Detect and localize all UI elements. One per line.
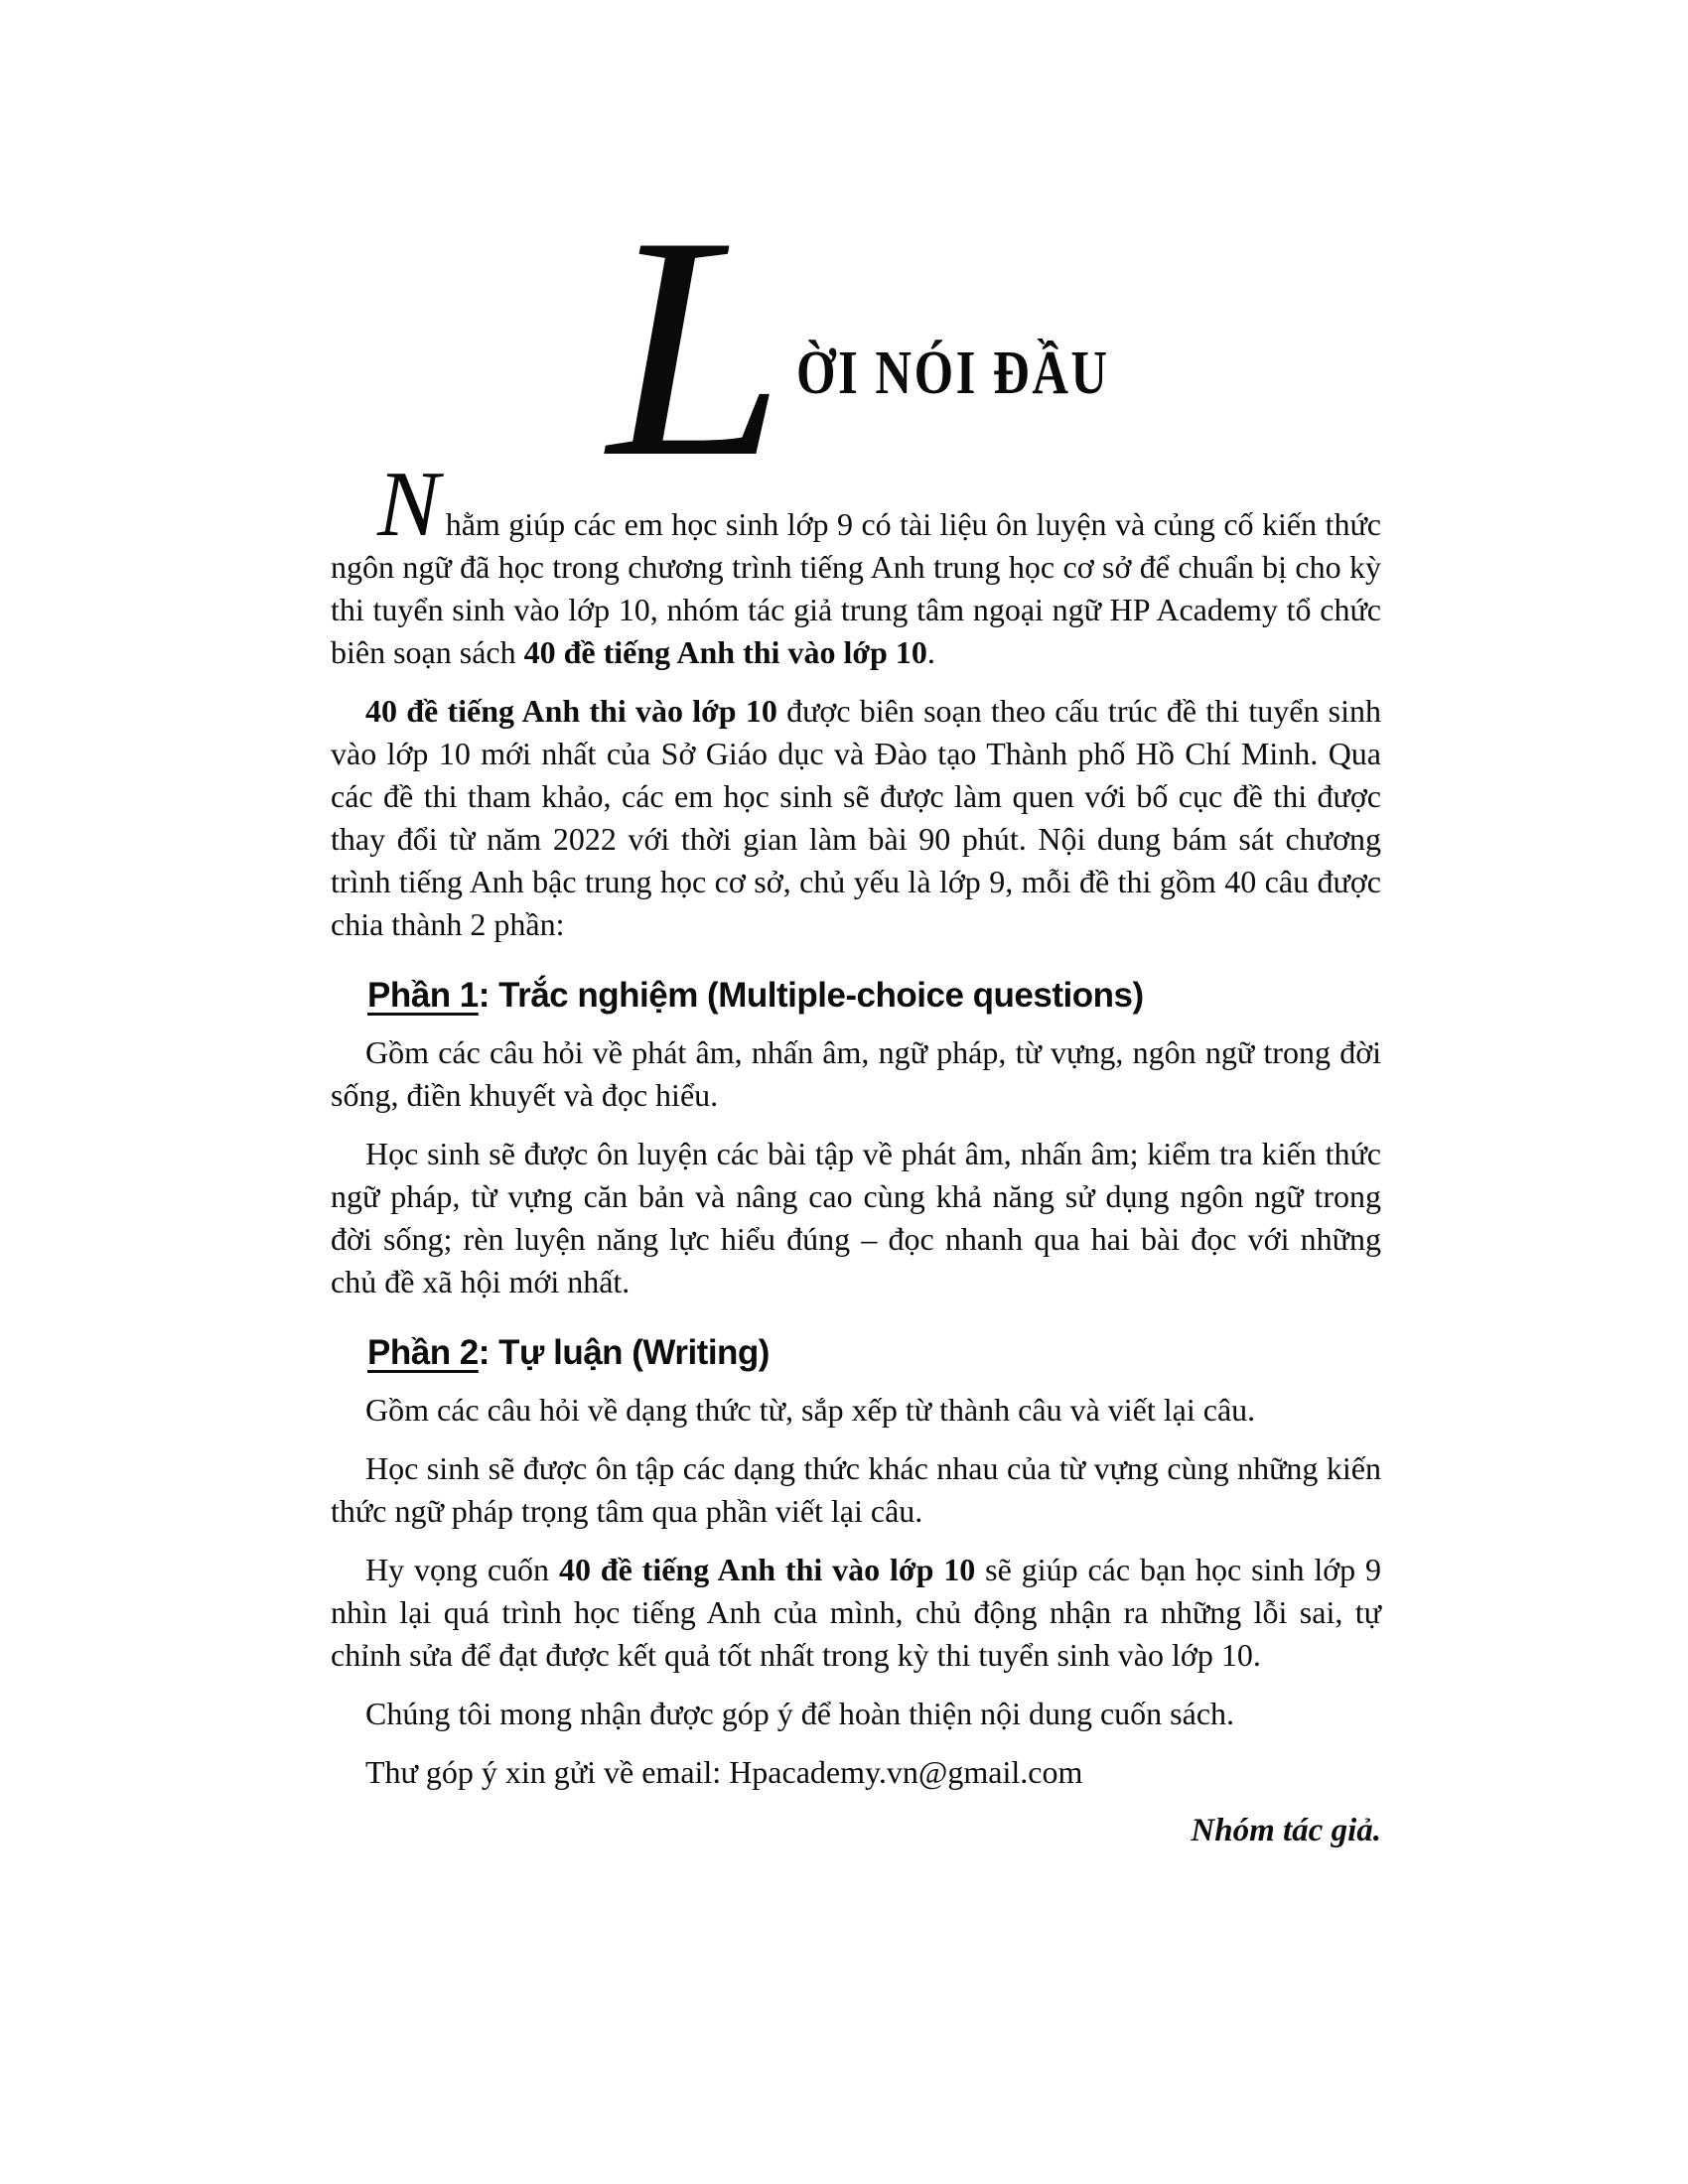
text-segment: được biên soạn theo cấu trúc đề thi tuyển sinh vào lớp 10 mới nhất của Sở Giáo dục và Đào tạo Thành phố Hồ Chí Minh. Qua các đề thi tham khảo, các em học sinh sẽ được làm quen với bố cục đề thi được thay đổi từ năm 2022 với thời gian làm bài 90 phút. Nội dung bám sát chương trình tiếng Anh bậc trung học cơ sở, chủ yếu là lớp 9, mỗi đề thi gồm 40 câu được chia thành 2 phần: [331, 693, 1382, 942]
title-text: ỜI NÓI ĐẦU [796, 340, 1110, 407]
foreword-title [0, 0, 1688, 523]
paragraph [331, 1693, 1381, 1735]
author-signature [331, 1810, 1381, 1852]
section-heading [331, 970, 1381, 1022]
section-heading [331, 1327, 1381, 1379]
text-segment: Phần 1 [367, 976, 479, 1015]
paragraph [331, 1549, 1381, 1677]
text-segment: Học sinh sẽ được ôn luyện các bài tập về phát âm, nhấn âm; kiểm tra kiến thức ngữ pháp, từ vựng căn bản và nâng cao cùng khả năng sử dụng ngôn ngữ trong đời sống; rèn luyện năng lực hiểu đúng – đọc nhanh qua hai bài đọc với những chủ đề xã hội mới nhất. [331, 1136, 1381, 1299]
text-segment: Chúng tôi mong nhận được góp ý để hoàn thiện nội dung cuốn sách. [365, 1696, 1235, 1731]
text-segment: Nhóm tác giả. [1191, 1813, 1381, 1848]
text-segment: Gồm các câu hỏi về dạng thức từ, sắp xếp từ thành câu và viết lại câu. [365, 1392, 1256, 1428]
text-segment: : Trắc nghiệm (Multiple-choice questions) [478, 976, 1144, 1015]
drop-cap-initial: N [377, 453, 439, 556]
text-segment: Phần 2 [367, 1333, 479, 1372]
paragraph [331, 1031, 1381, 1117]
text-segment: 40 đề tiếng Anh thi vào lớp 10 [523, 634, 927, 670]
document-body [331, 453, 1382, 1868]
text-segment: . [926, 634, 935, 670]
paragraph [331, 453, 1381, 674]
text-segment: Học sinh sẽ được ôn tập các dạng thức khác nhau của từ vựng cùng những kiến thức ngữ pháp trọng tâm qua phần viết lại câu. [331, 1450, 1381, 1529]
paragraph [331, 1133, 1381, 1303]
paragraph [331, 1389, 1381, 1432]
text-segment: 40 đề tiếng Anh thi vào lớp 10 [365, 693, 777, 729]
text-segment: Thư góp ý xin gửi về email: Hpacademy.vn@gmail.com [365, 1754, 1083, 1790]
text-segment: hằm giúp các em học sinh lớp 9 có tài liệu ôn luyện và củng cố kiến thức ngôn ngữ đã học trong chương trình tiếng Anh trung học cơ sở để chuẩn bị cho kỳ thi tuyển sinh vào lớp 10, nhóm tác giả trung tâm ngoại ngữ HP Academy tổ chức biên soạn sách [331, 506, 1381, 670]
text-segment: Hy vọng cuốn [365, 1552, 559, 1587]
title-initial-letter: L [608, 172, 778, 523]
paragraph [331, 1447, 1381, 1533]
text-segment: sẽ giúp các bạn học sinh lớp 9 nhìn lại quá trình học tiếng Anh của mình, chủ động nhận ra những lỗi sai, tự chỉnh sửa để đạt được kết quả tốt nhất trong kỳ thi tuyển sinh vào lớp 10. [331, 1552, 1382, 1673]
text-segment: Gồm các câu hỏi về phát âm, nhấn âm, ngữ pháp, từ vựng, ngôn ngữ trong đời sống, điền khuyết và đọc hiểu. [331, 1034, 1381, 1113]
text-segment: : Tự luận (Writing) [478, 1333, 770, 1372]
paragraph [331, 1751, 1381, 1794]
paragraph [331, 690, 1381, 946]
text-segment: 40 đề tiếng Anh thi vào lớp 10 [558, 1552, 976, 1587]
